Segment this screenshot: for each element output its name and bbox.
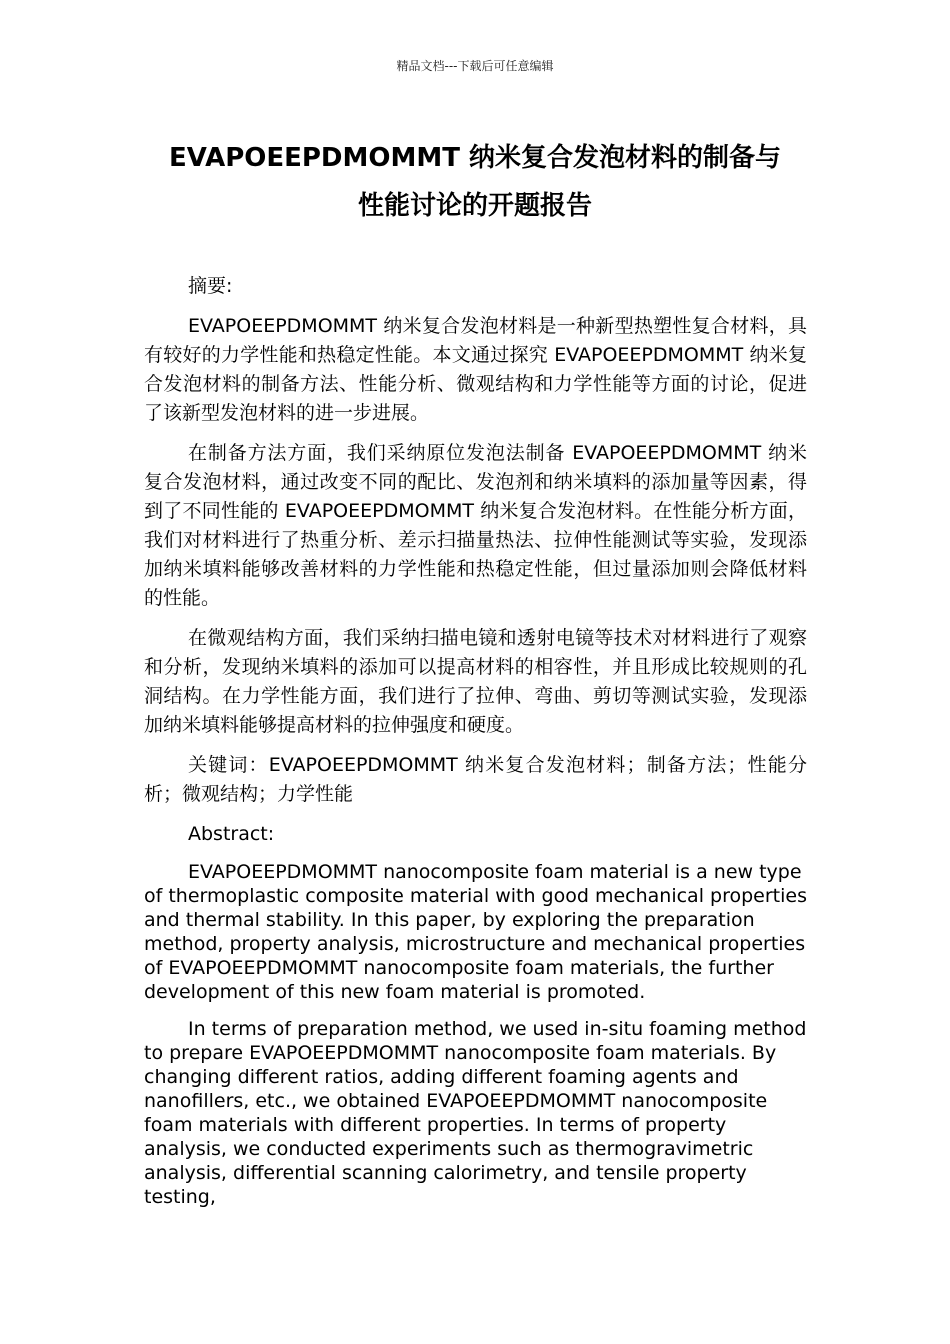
title-line-2: 性能讨论的开题报告 [357,191,592,221]
abstract-en-paragraph: EVAPOEEPDMOMMT nanocomposite foam material is a new type of thermoplastic composite material with good mechanical properties and thermal stability. In this paper, by exploring the preparation method, property analysis, microstructure and mechanical properties of EVAPOEEPDMOMMT nanocomposite foam materials, the further development of this new foam material is promoted. [144,861,807,1003]
document-body [144,272,807,1222]
keywords-cn: 关键词：EVAPOEEPDMOMMT 纳米复合发泡材料；制备方法；性能分析；微观结构；力学性能 [144,754,807,805]
abstract-cn-paragraph: EVAPOEEPDMOMMT 纳米复合发泡材料是一种新型热塑性复合材料，具有较好的力学性能和热稳定性能。本文通过探究 EVAPOEEPDMOMMT 纳米复合发泡材料的制备方法、性能分析、微观结构和力学性能等方面的讨论，促进了该新型发泡材料的进一步进展。 [144,315,807,424]
document-title [130,134,820,230]
abstract-cn-paragraph: 在制备方法方面，我们采纳原位发泡法制备 EVAPOEEPDMOMMT 纳米复合发泡材料，通过改变不同的配比、发泡剂和纳米填料的添加量等因素，得到了不同性能的 EVAPOEEPDMOMMT 纳米复合发泡材料。在性能分析方面，我们对材料进行了热重分析、差示扫描量热法、拉伸性能测试等实验，发现添加纳米填料能够改善材料的力学性能和热稳定性能，但过量添加则会降低材料的性能。 [144,442,807,609]
abstract-cn-paragraph: 在微观结构方面，我们采纳扫描电镜和透射电镜等技术对材料进行了观察和分析，发现纳米填料的添加可以提高材料的相容性，并且形成比较规则的孔洞结构。在力学性能方面，我们进行了拉伸、弯曲、剪切等测试实验，发现添加纳米填料能够提高材料的拉伸强度和硬度。 [144,627,807,736]
abstract-en-paragraph: In terms of preparation method, we used in-situ foaming method to prepare EVAPOEEPDMOMMT nanocomposite foam materials. By changing different ratios, adding different foaming agents and nanofillers, etc., we obtained EVAPOEEPDMOMMT nanocomposite foam materials with different properties. In terms of property analysis, we conducted experiments such as thermogravimetric analysis, differential scanning calorimetry, and tensile property testing, [144,1018,807,1208]
abstract-cn-label: 摘要: [188,275,233,297]
title-line-1: EVAPOEEPDMOMMT 纳米复合发泡材料的制备与 [168,143,782,173]
abstract-en-label: Abstract: [188,823,275,845]
header-note: 精品文档---下载后可任意编辑 [396,59,554,73]
